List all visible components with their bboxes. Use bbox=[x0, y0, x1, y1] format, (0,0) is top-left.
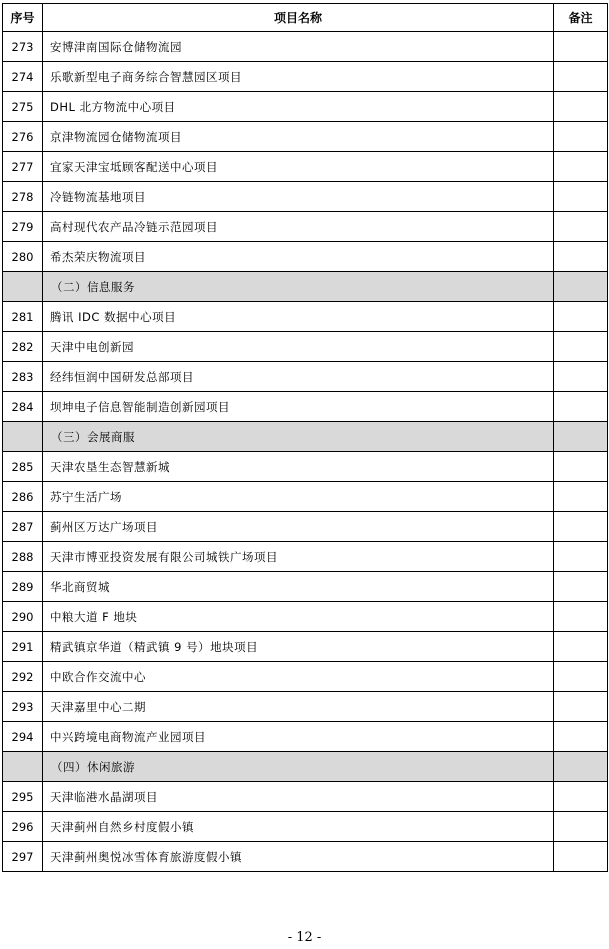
project-name-cell: 腾讯 IDC 数据中心项目 bbox=[43, 302, 554, 332]
project-name-cell: 安博津南国际仓储物流园 bbox=[43, 32, 554, 62]
note-cell bbox=[554, 722, 608, 752]
table-row bbox=[3, 152, 608, 182]
row-number-cell bbox=[3, 422, 43, 452]
project-name-cell: 天津中电创新园 bbox=[43, 332, 554, 362]
category-name-cell: （二）信息服务 bbox=[43, 272, 554, 302]
table-header-row bbox=[3, 4, 608, 32]
table-row bbox=[3, 332, 608, 362]
note-cell bbox=[554, 572, 608, 602]
table-row bbox=[3, 62, 608, 92]
project-name-cell: 天津蓟州奥悦冰雪体育旅游度假小镇 bbox=[43, 842, 554, 872]
table-row bbox=[3, 662, 608, 692]
table-body bbox=[3, 32, 608, 872]
note-cell bbox=[554, 212, 608, 242]
table-row bbox=[3, 692, 608, 722]
table-row bbox=[3, 572, 608, 602]
note-cell bbox=[554, 242, 608, 272]
table-row bbox=[3, 32, 608, 62]
note-cell bbox=[554, 632, 608, 662]
project-name-cell: 华北商贸城 bbox=[43, 572, 554, 602]
row-number-cell bbox=[3, 272, 43, 302]
category-row bbox=[3, 422, 608, 452]
project-name-cell: 中粮大道 F 地块 bbox=[43, 602, 554, 632]
note-cell bbox=[554, 362, 608, 392]
project-name-cell: 坝坤电子信息智能制造创新园项目 bbox=[43, 392, 554, 422]
row-number-cell: 282 bbox=[3, 332, 43, 362]
note-cell bbox=[554, 452, 608, 482]
column-header-name: 项目名称 bbox=[43, 4, 554, 32]
note-cell bbox=[554, 272, 608, 302]
category-row bbox=[3, 272, 608, 302]
note-cell bbox=[554, 662, 608, 692]
table-row bbox=[3, 512, 608, 542]
project-name-cell: 天津临港水晶湖项目 bbox=[43, 782, 554, 812]
project-name-cell: 蓟州区万达广场项目 bbox=[43, 512, 554, 542]
row-number-cell: 294 bbox=[3, 722, 43, 752]
note-cell bbox=[554, 842, 608, 872]
project-name-cell: 京津物流园仓储物流项目 bbox=[43, 122, 554, 152]
row-number-cell: 285 bbox=[3, 452, 43, 482]
row-number-cell: 278 bbox=[3, 182, 43, 212]
table-row bbox=[3, 302, 608, 332]
project-name-cell: 乐歌新型电子商务综合智慧园区项目 bbox=[43, 62, 554, 92]
row-number-cell: 292 bbox=[3, 662, 43, 692]
note-cell bbox=[554, 392, 608, 422]
row-number-cell: 280 bbox=[3, 242, 43, 272]
row-number-cell: 277 bbox=[3, 152, 43, 182]
table-row bbox=[3, 632, 608, 662]
note-cell bbox=[554, 782, 608, 812]
row-number-cell: 273 bbox=[3, 32, 43, 62]
note-cell bbox=[554, 542, 608, 572]
table-row bbox=[3, 452, 608, 482]
row-number-cell: 284 bbox=[3, 392, 43, 422]
table-row bbox=[3, 842, 608, 872]
row-number-cell: 276 bbox=[3, 122, 43, 152]
row-number-cell: 281 bbox=[3, 302, 43, 332]
row-number-cell: 290 bbox=[3, 602, 43, 632]
project-name-cell: 经纬恒润中国研发总部项目 bbox=[43, 362, 554, 392]
project-name-cell: 宜家天津宝坻顾客配送中心项目 bbox=[43, 152, 554, 182]
row-number-cell: 297 bbox=[3, 842, 43, 872]
project-name-cell: 希杰荣庆物流项目 bbox=[43, 242, 554, 272]
note-cell bbox=[554, 812, 608, 842]
row-number-cell: 283 bbox=[3, 362, 43, 392]
project-name-cell: 中兴跨境电商物流产业园项目 bbox=[43, 722, 554, 752]
row-number-cell bbox=[3, 752, 43, 782]
note-cell bbox=[554, 482, 608, 512]
table-row bbox=[3, 392, 608, 422]
note-cell bbox=[554, 422, 608, 452]
table-row bbox=[3, 812, 608, 842]
table-row bbox=[3, 782, 608, 812]
note-cell bbox=[554, 152, 608, 182]
project-name-cell: 天津农垦生态智慧新城 bbox=[43, 452, 554, 482]
table-row bbox=[3, 122, 608, 152]
column-header-note: 备注 bbox=[554, 4, 608, 32]
table-row bbox=[3, 722, 608, 752]
project-name-cell: 天津市博亚投资发展有限公司城铁广场项目 bbox=[43, 542, 554, 572]
project-name-cell: 苏宁生活广场 bbox=[43, 482, 554, 512]
column-header-no: 序号 bbox=[3, 4, 43, 32]
row-number-cell: 289 bbox=[3, 572, 43, 602]
note-cell bbox=[554, 302, 608, 332]
row-number-cell: 286 bbox=[3, 482, 43, 512]
row-number-cell: 296 bbox=[3, 812, 43, 842]
note-cell bbox=[554, 182, 608, 212]
table-row bbox=[3, 542, 608, 572]
project-name-cell: 天津蓟州自然乡村度假小镇 bbox=[43, 812, 554, 842]
table-row bbox=[3, 602, 608, 632]
row-number-cell: 275 bbox=[3, 92, 43, 122]
table-row bbox=[3, 242, 608, 272]
note-cell bbox=[554, 752, 608, 782]
note-cell bbox=[554, 692, 608, 722]
note-cell bbox=[554, 32, 608, 62]
note-cell bbox=[554, 92, 608, 122]
project-name-cell: 中欧合作交流中心 bbox=[43, 662, 554, 692]
project-name-cell: 冷链物流基地项目 bbox=[43, 182, 554, 212]
category-name-cell: （四）休闲旅游 bbox=[43, 752, 554, 782]
note-cell bbox=[554, 332, 608, 362]
project-table bbox=[2, 3, 608, 872]
category-name-cell: （三）会展商服 bbox=[43, 422, 554, 452]
category-row bbox=[3, 752, 608, 782]
note-cell bbox=[554, 602, 608, 632]
row-number-cell: 288 bbox=[3, 542, 43, 572]
row-number-cell: 274 bbox=[3, 62, 43, 92]
table-row bbox=[3, 182, 608, 212]
project-name-cell: 精武镇京华道（精武镇 9 号）地块项目 bbox=[43, 632, 554, 662]
table-row bbox=[3, 92, 608, 122]
note-cell bbox=[554, 62, 608, 92]
project-name-cell: 高村现代农产品冷链示范园项目 bbox=[43, 212, 554, 242]
row-number-cell: 293 bbox=[3, 692, 43, 722]
row-number-cell: 295 bbox=[3, 782, 43, 812]
row-number-cell: 287 bbox=[3, 512, 43, 542]
page-number: - 12 - bbox=[287, 930, 322, 945]
project-name-cell: DHL 北方物流中心项目 bbox=[43, 92, 554, 122]
table-row bbox=[3, 482, 608, 512]
table-row bbox=[3, 362, 608, 392]
row-number-cell: 291 bbox=[3, 632, 43, 662]
row-number-cell: 279 bbox=[3, 212, 43, 242]
note-cell bbox=[554, 122, 608, 152]
table-row bbox=[3, 212, 608, 242]
note-cell bbox=[554, 512, 608, 542]
project-name-cell: 天津嘉里中心二期 bbox=[43, 692, 554, 722]
